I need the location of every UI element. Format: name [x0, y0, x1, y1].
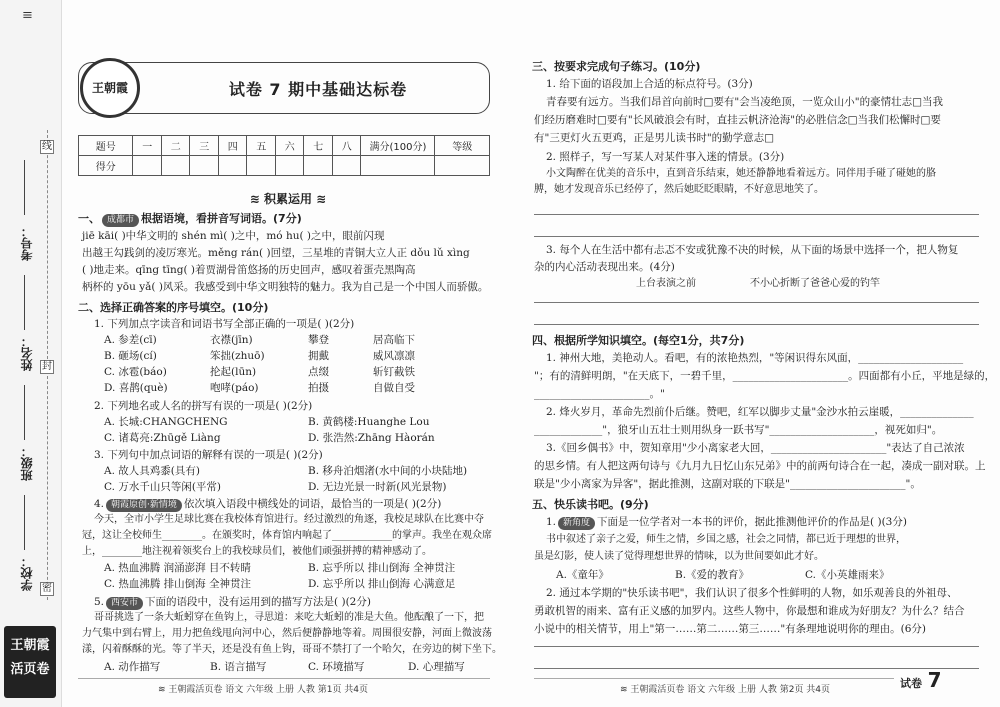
option: A. 参差(cī): [104, 334, 157, 346]
option: A. 动作描写: [104, 661, 161, 673]
option: 居高临下: [373, 334, 415, 346]
option: 拥戴: [308, 350, 329, 362]
score-cell: 等级: [435, 136, 490, 156]
option: 咆哮(páo): [210, 382, 259, 394]
passage-line: 今天，全市小学生足球比赛在我校体育馆进行。经过激烈的角逐，我校足球队在比赛中夺: [94, 514, 484, 525]
q3-3-stem: 杂的内心活动表现出来。(4分): [534, 261, 675, 273]
option: A. 长城:CHANGCHENG: [104, 416, 228, 428]
q4-line: 联是"少小离家为异客"，据此推测，这副对联的下联是"______________________"。: [534, 478, 921, 490]
option: A. 故人具鸡黍(具有): [104, 465, 200, 477]
q5-2-line: 小说中的相关情节，用上"第一……第二……第三……"有条理地说明你的理由。(6分): [534, 623, 927, 635]
brand-line-1: 王朝霞: [10, 638, 50, 653]
answer-line[interactable]: [534, 302, 979, 303]
q3-2-stem: 2. 照样子，写一写某人对某件事入迷的情景。(3分): [546, 151, 785, 163]
option: C. 诸葛亮:Zhūgě Liàng: [104, 432, 221, 444]
bind-mark-mi: 密: [42, 583, 52, 594]
q5-1-stem: 1. 新角度 下面是一位学者对一本书的评价，据此推测他评价的作品是( )(3分): [546, 516, 907, 528]
option: C. 冰雹(báo): [104, 366, 167, 378]
q4-line: 2. 烽火岁月，革命先烈前仆后继。赞吧，红军以脚步丈量"金沙水拍云崖暖，______________: [546, 406, 974, 418]
option: B. 移舟泊烟渚(水中间的小块陆地): [308, 465, 468, 477]
score-header-row: [79, 136, 490, 156]
answer-line[interactable]: [534, 214, 979, 215]
option: 自做自受: [373, 382, 415, 394]
footer-rule: [78, 678, 490, 679]
score-input[interactable]: [218, 156, 247, 176]
option: D. 喜鹊(què): [104, 382, 168, 394]
question-text: 根据语境，看拼音写词语。(7分): [141, 212, 302, 225]
scene-option: 不小心折断了爸爸心爱的钓竿: [750, 278, 880, 289]
footer-rule: [534, 678, 894, 679]
question-text: 依次填入语段中横线处的词语，最恰当的一项是( )(2分): [183, 498, 442, 510]
option: A.《童年》: [556, 569, 609, 581]
option: 拍摄: [308, 382, 329, 394]
answer-line[interactable]: [534, 236, 979, 237]
publisher-logo: 王朝霞: [80, 58, 140, 118]
option: C.《小英雄雨来》: [805, 569, 890, 581]
bind-mark-feng: 封: [42, 361, 52, 372]
option: C. 万水千山只等闲(平常): [104, 481, 222, 493]
q5-1-quote: 虽是幻影，使人读了觉得理想世界的情味，以为世间要如此才好。: [534, 551, 824, 562]
region-tag: 成都市: [102, 214, 139, 227]
score-cell: 题号: [79, 136, 133, 156]
score-table: [78, 135, 490, 176]
option: D. 无边光景一时新(风光景物): [308, 481, 447, 493]
field-class-line: [24, 385, 25, 440]
q4-line: 1. 神州大地，美艳动人。看吧，有的浓艳热烈，"等闲识得东风面，____________________: [546, 352, 964, 364]
question-3-title: 三、按要求完成句子练习。(10分): [532, 60, 701, 73]
q3-2-example: 膊，她才发现音乐已经停了，然后她眨眨眼睛，不好意思地笑了。: [534, 184, 824, 195]
score-cell: 四: [218, 136, 247, 156]
score-cell: 七: [304, 136, 333, 156]
binding-strip: [0, 0, 62, 707]
score-cell: 得分: [79, 156, 133, 176]
score-value-row: [79, 156, 490, 176]
field-name-label: 姓名：: [20, 335, 34, 371]
option: 斩钉截铁: [373, 366, 415, 378]
q3-1-line: 们经历磨难时□要有"长风破浪会有时，直挂云帆济沧海"的必胜信念□当我们松懈时□要: [534, 114, 941, 126]
passage-line: 漾，闪着酥酥的光。等了半天，还是没有鱼上钩，哥哥不禁打了一个哈欠，在旁边的树下坐下。: [82, 644, 502, 655]
passage-line: 上，________地注视着领奖台上的我校球员们，被他们顽强拼搏的精神感动了。: [82, 546, 432, 557]
q5-2-line: 2. 通过本学期的"快乐读书吧"，我们认识了很多个性鲜明的人物，如乐观善良的外祖母、: [546, 587, 958, 599]
score-cell: 一: [133, 136, 162, 156]
score-input[interactable]: [161, 156, 190, 176]
q2-4-stem: 4. 朝霞原创·新情境 依次填入语段中横线处的词语，最恰当的一项是( )(2分): [94, 498, 442, 510]
badge-number: 7: [927, 668, 942, 692]
option: B. 砸场(cí): [104, 350, 157, 362]
q5-2-line: 勇敢机智的雨来、富有正义感的加罗内。这些人物中，你最想和谁成为好朋友？为什么？结合: [534, 605, 965, 617]
answer-line[interactable]: [534, 646, 979, 647]
q4-line: 的思乡情。有人把这两句诗与《九月九日忆山东兄弟》中的前两句诗合在一起，凑成一副对联。上: [534, 460, 986, 472]
option: B. 语言描写: [210, 661, 267, 673]
angle-tag: 新角度: [558, 517, 595, 530]
q1-line: 出越王勾践剑的凌厉寒光。měng rán( )回望，三星堆的青铜大立人正 dǒu lǔ xìng: [82, 247, 470, 259]
option: B. 黄鹤楼:Huanghe Lou: [308, 416, 430, 428]
q3-1-line: 青春要有远方。当我们昂首向前时□要有"会当凌绝顶，一览众山小"的豪情壮志□当我: [546, 96, 943, 108]
option: A. 热血沸腾 润涌澎湃 目不转睛: [104, 562, 251, 574]
option: D. 张浩然:Zhāng Hàorán: [308, 432, 435, 444]
score-cell: 二: [161, 136, 190, 156]
q4-line: _____________"，狼牙山五壮士则用纵身一跃书写"____________________，视死如归"。: [534, 424, 943, 436]
badge-word: 试卷: [900, 677, 922, 690]
right-page: [520, 0, 996, 707]
q2-3-stem: 3. 下列句中加点词语的解释有误的一项是( )(2分): [94, 449, 323, 461]
field-school-label: 学校：: [20, 555, 34, 591]
score-cell: 满分(100分): [361, 136, 435, 156]
q5-1-quote: 书中叙述了亲子之爱，师生之情，乡国之感，社会之同情，都已近于理想的世界，: [546, 534, 906, 545]
question-text: 下面是一位学者对一本书的评价，据此推测他评价的作品是( )(3分): [597, 516, 907, 528]
score-cell: 三: [190, 136, 219, 156]
field-class-label: 班级：: [20, 445, 34, 481]
option: B.《爱的教育》: [675, 569, 750, 581]
q3-1-stem: 1. 给下面的语段加上合适的标点符号。(3分): [546, 78, 753, 90]
passage-line: 力气集中到右臂上，用力把鱼线甩向河中心，然后便静静地等着。周围很安静，河面上微波荡: [82, 628, 492, 639]
option: 笨拙(zhuō): [210, 350, 265, 362]
option: 攀登: [308, 334, 329, 346]
answer-line[interactable]: [534, 324, 979, 325]
question-5-title: 五、快乐读书吧。(9分): [532, 498, 649, 511]
score-input[interactable]: [361, 156, 435, 176]
field-exam-number-line: [24, 160, 25, 215]
option: 抡起(lūn): [210, 366, 257, 378]
score-input[interactable]: [435, 156, 490, 176]
passage-line: 冠，这让全校师生________。在颁奖时，体育馆内响起了____________的掌声。我坐在观众席: [82, 530, 492, 541]
brand-logo: [4, 626, 56, 698]
score-input[interactable]: [190, 156, 219, 176]
score-input[interactable]: [247, 156, 276, 176]
score-input[interactable]: [304, 156, 333, 176]
q2-2-stem: 2. 下列地名或人名的拼写有误的一项是( )(2分): [94, 400, 313, 412]
scene-option: 上台表演之前: [636, 278, 696, 289]
question-text: 下面的语段中，没有运用到的描写方法是( )(2分): [145, 596, 371, 608]
q2-1-stem: 1. 下列加点字读音和词语书写全部正确的一项是( )(2分): [94, 318, 355, 330]
option: 点缀: [308, 366, 329, 378]
brand-line-2: 活页卷: [10, 662, 50, 677]
bind-mark-xian: 线: [42, 141, 52, 152]
question-1-title: [78, 210, 302, 227]
q1-line: jiē kāi( )中华文明的 shén mì( )之中，mó hu( )之中，眼前闪现: [82, 230, 385, 242]
q4-line: ______________________。": [534, 388, 665, 400]
q1-line: ( )地走来。qīng tīng( )着贾湖骨笛悠扬的历史回声，感叹着蛋壳黑陶高: [82, 264, 416, 276]
region-tag: 西安市: [106, 597, 143, 610]
exam-title: 试卷 7 期中基础达标卷: [228, 80, 408, 99]
menu-icon: ≡: [22, 8, 33, 23]
score-input[interactable]: [332, 156, 361, 176]
question-number: 一、: [78, 212, 100, 225]
q3-2-example: 小文陶醉在优美的音乐中，直到音乐结束，她还静静地看着远方。同伴用手碰了碰她的胳: [546, 168, 936, 179]
exam-number-badge: [900, 668, 942, 692]
option: C. 环境描写: [308, 661, 365, 673]
q4-line: 3.《回乡偶书》中，贺知章用"少小离家老大回，______________________"表达了自己浓浓: [546, 442, 965, 454]
option: B. 忘乎所以 排山倒海 全神贯注: [308, 562, 456, 574]
q1-line: 柄杯的 yōu yǎ( )风采。我感受到中华文明独特的魅力。我为自己是一个中国人而骄傲。: [82, 281, 489, 293]
q2-5-stem: 5. 西安市 下面的语段中，没有运用到的描写方法是( )(2分): [94, 596, 371, 608]
score-input[interactable]: [133, 156, 162, 176]
option: D. 心理描写: [408, 661, 465, 673]
page-footer: ≋ 王朝霞活页卷 语文 六年级 上册 人教 第2页 共4页: [620, 685, 831, 695]
left-page: [68, 0, 508, 707]
score-cell: 六: [275, 136, 304, 156]
option: C. 热血沸腾 排山倒海 全神贯注: [104, 578, 252, 590]
field-exam-number-label: 考号：: [20, 225, 34, 261]
page-footer: ≋ 王朝霞活页卷 语文 六年级 上册 人教 第1页 共4页: [158, 685, 369, 695]
score-cell: 五: [247, 136, 276, 156]
option: 威风凛凛: [373, 350, 415, 362]
field-name-line: [24, 275, 25, 330]
passage-line: 哥哥挑选了一条大蚯蚓穿在鱼钩上，寻思道：来吃大蚯蚓的准是大鱼。他酝酿了一下，把: [94, 612, 484, 623]
field-school-line: [24, 495, 25, 550]
option: 衣襟(jīn): [210, 334, 253, 346]
score-input[interactable]: [275, 156, 304, 176]
q3-1-line: 有"三更灯火五更鸡，正是男儿读书时"的勤学意志□: [534, 132, 775, 144]
original-tag: 朝霞原创·新情境: [106, 499, 182, 512]
q4-line: "；有的清鲜明朗，"在天底下，一碧千里，______________________。四面都有小丘，平地是绿的，: [534, 370, 996, 382]
option: D. 忘乎所以 排山倒海 心满意足: [308, 578, 456, 590]
q3-3-stem: 3. 每个人在生活中都有忐忑不安或犹豫不决的时候，从下面的场景中选择一个，把人物复: [546, 244, 959, 256]
question-4-title: 四、根据所学知识填空。(每空1分，共7分): [532, 334, 745, 347]
question-2-title: 二、选择正确答案的序号填空。(10分): [78, 301, 269, 314]
section-heading: ≋ 积累运用 ≋: [249, 192, 327, 206]
score-cell: 八: [332, 136, 361, 156]
